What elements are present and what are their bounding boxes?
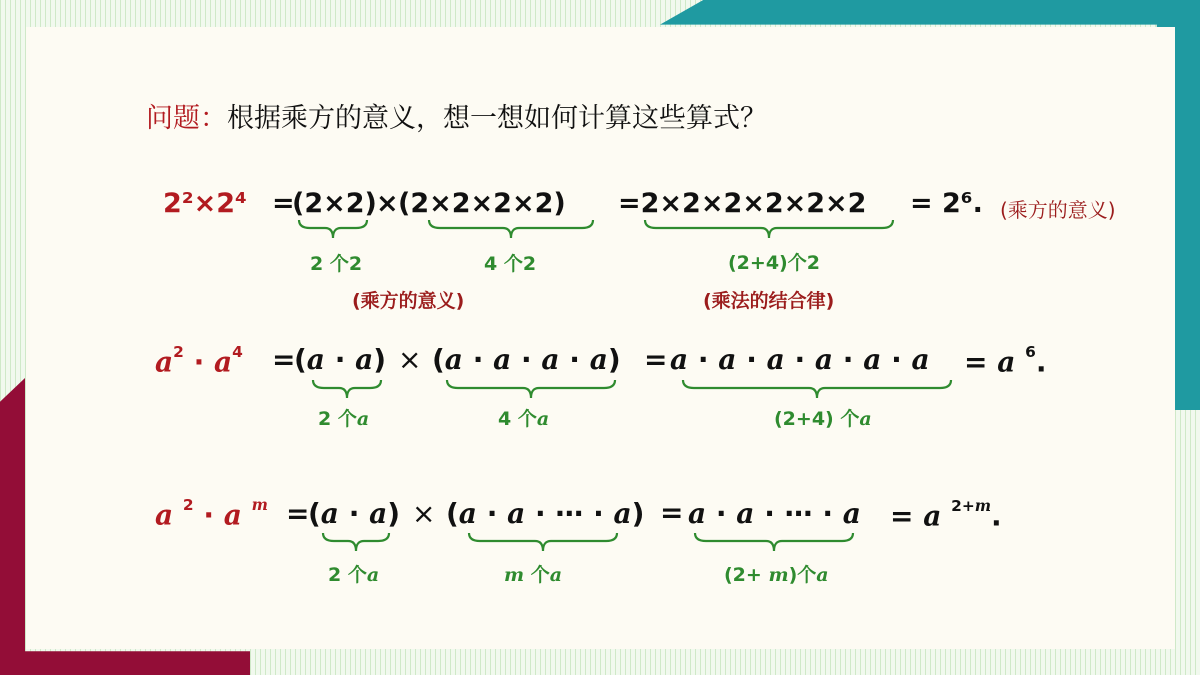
row1-result: = 2⁶.: [910, 188, 983, 219]
row1-expanded-product: =2×2×2×2×2×2: [618, 188, 867, 219]
row2-brace-b: [446, 378, 616, 402]
row2-times: ×: [398, 343, 422, 376]
row3-product: a · a · ⋯ · a: [688, 497, 861, 530]
row3-result: = a $^{2+m}$.: [890, 497, 1002, 533]
row2-result: = a $^6$.: [964, 343, 1047, 379]
row1-brace-a: [298, 218, 368, 242]
row2-equals: =: [272, 343, 296, 376]
question-text: 根据乘方的意义，想一想如何计算这些算式？: [227, 103, 767, 134]
row1-times: ×: [376, 188, 399, 219]
row2-brace-a: [312, 378, 382, 402]
row2-equals-2: =: [644, 343, 668, 376]
row3-lhs: a $^2$ · a $^m$: [155, 496, 268, 532]
row3-paren-b: (a · a · ⋯ · a): [446, 497, 645, 530]
row1-paren-a: (2×2): [292, 188, 377, 219]
row3-brace-c-label: (2+ m)个a: [724, 564, 829, 586]
question-title: [146, 96, 767, 135]
row1-brace-c-label: (2+4)个2: [728, 252, 820, 274]
row1-note-right: (乘法的结合律): [703, 290, 835, 312]
row3-brace-b: [468, 531, 618, 555]
row2-brace-c: [682, 378, 952, 402]
row3-equals-2: =: [660, 496, 684, 529]
row3-paren-a: (a · a): [308, 497, 401, 530]
row1-brace-c: [644, 218, 894, 242]
row2-paren-a: (a · a): [294, 343, 387, 376]
row3-brace-a: [322, 531, 390, 555]
row3-equals: =: [286, 497, 310, 530]
row1-lhs: 2²×2⁴: [163, 188, 247, 219]
question-prefix: 问题：: [146, 103, 227, 134]
row1-brace-a-label: 2 个2: [310, 253, 363, 275]
row2-brace-b-label: 4 个a: [498, 408, 550, 430]
row1-brace-b-label: 4 个2: [484, 253, 537, 275]
row1-paren-b: (2×2×2×2): [398, 188, 566, 219]
row1-reason: (乘方的意义): [1000, 198, 1116, 222]
row2-product: a · a · a · a · a · a: [670, 343, 930, 376]
row3-brace-c: [694, 531, 854, 555]
row3-times: ×: [412, 497, 436, 530]
row1-note-left: (乘方的意义): [352, 290, 465, 312]
row2-paren-b: (a · a · a · a): [432, 343, 621, 376]
row1-brace-b: [428, 218, 594, 242]
row2-lhs: $a^2 \cdot a^4$: [155, 343, 243, 379]
row1-equals: =: [272, 188, 295, 219]
row2-brace-a-label: 2 个a: [318, 408, 370, 430]
row2-brace-c-label: (2+4) 个a: [774, 408, 872, 430]
row3-brace-a-label: 2 个a: [328, 564, 380, 586]
row3-brace-b-label: m 个a: [504, 564, 563, 586]
